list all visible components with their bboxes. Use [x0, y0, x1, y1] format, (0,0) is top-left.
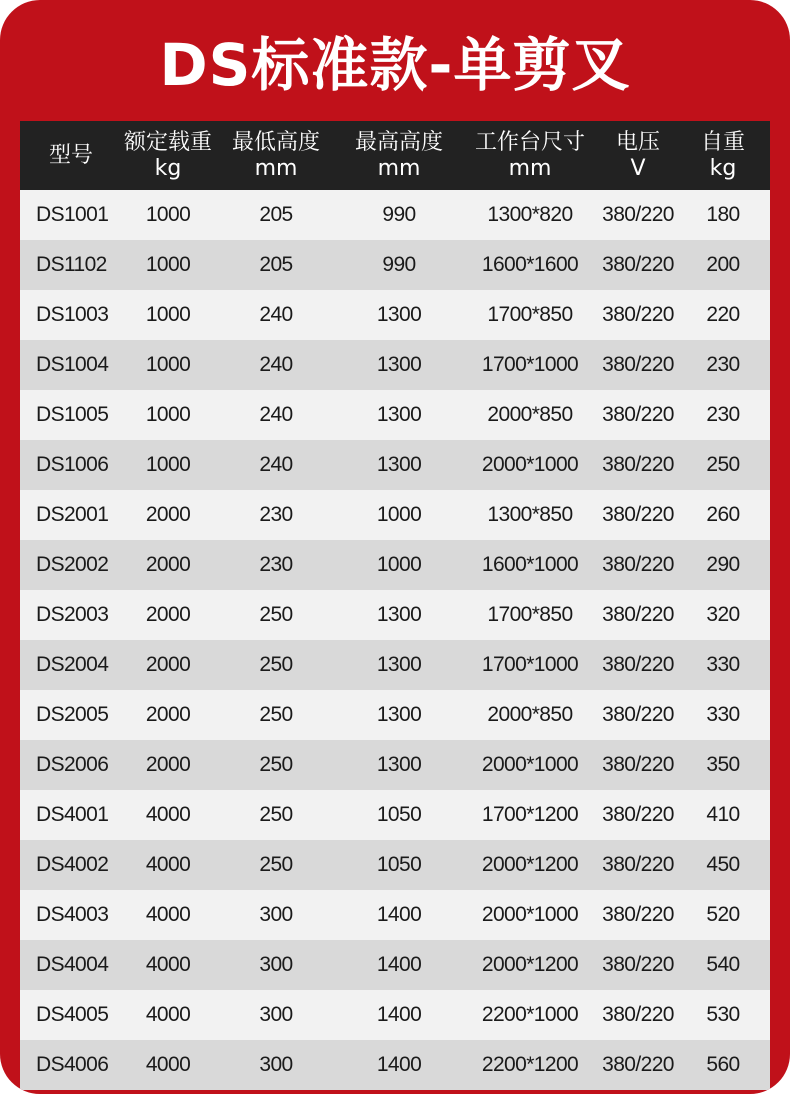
header-rated-load [122, 130, 214, 182]
cell-model: DS2005 [36, 703, 109, 726]
cell-max-height: 1300 [376, 453, 422, 476]
table-row [20, 990, 770, 1040]
cell-max-height: 1400 [376, 903, 422, 926]
table-row [20, 590, 770, 640]
cell-model: DS4006 [36, 1053, 109, 1076]
cell-platform-size: 1700*1000 [481, 653, 579, 676]
cell-max-height: 1050 [376, 803, 422, 826]
cell-rated-load: 2000 [145, 703, 191, 726]
cell-self-weight: 530 [706, 1003, 740, 1026]
cell-platform-size: 2000*1200 [481, 953, 579, 976]
cell-platform-size: 1700*1200 [481, 803, 579, 826]
cell-model: DS1003 [36, 303, 109, 326]
cell-self-weight: 330 [706, 703, 740, 726]
cell-rated-load: 4000 [145, 903, 191, 926]
header-unit: kg [709, 155, 737, 181]
cell-platform-size: 2000*1000 [481, 453, 579, 476]
cell-self-weight: 200 [706, 253, 740, 276]
page-title: DS标准款-单剪叉 [159, 31, 631, 99]
cell-self-weight: 260 [706, 503, 740, 526]
header-label: 工作台尺寸 [474, 129, 585, 155]
cell-voltage: 380/220 [602, 853, 674, 876]
cell-max-height: 990 [382, 203, 416, 226]
cell-platform-size: 2200*1000 [481, 1003, 579, 1026]
cell-voltage: 380/220 [602, 253, 674, 276]
table-header [20, 121, 770, 190]
cell-model: DS4001 [36, 803, 109, 826]
cell-voltage: 380/220 [602, 603, 674, 626]
cell-rated-load: 2000 [145, 653, 191, 676]
table-row [20, 290, 770, 340]
cell-rated-load: 2000 [145, 553, 191, 576]
cell-rated-load: 1000 [145, 203, 191, 226]
cell-min-height: 240 [259, 303, 293, 326]
cell-platform-size: 1300*850 [487, 503, 573, 526]
cell-min-height: 230 [259, 553, 293, 576]
cell-platform-size: 2000*850 [487, 403, 573, 426]
cell-platform-size: 1600*1600 [481, 253, 579, 276]
cell-min-height: 205 [259, 203, 293, 226]
cell-voltage: 380/220 [602, 1003, 674, 1026]
cell-model: DS2002 [36, 553, 109, 576]
header-label: 最低高度 [231, 129, 320, 155]
cell-max-height: 1300 [376, 403, 422, 426]
cell-self-weight: 220 [706, 303, 740, 326]
header-unit: mm [377, 155, 421, 181]
cell-model: DS4005 [36, 1003, 109, 1026]
table-row [20, 490, 770, 540]
cell-rated-load: 2000 [145, 753, 191, 776]
cell-model: DS2003 [36, 603, 109, 626]
header-platform-size [460, 130, 600, 182]
cell-platform-size: 1600*1000 [481, 553, 579, 576]
cell-platform-size: 1700*1000 [481, 353, 579, 376]
table-row [20, 390, 770, 440]
cell-max-height: 1000 [376, 503, 422, 526]
cell-voltage: 380/220 [602, 653, 674, 676]
table-row [20, 240, 770, 290]
cell-max-height: 1400 [376, 1053, 422, 1076]
table-row [20, 690, 770, 740]
table-row [20, 640, 770, 690]
cell-platform-size: 1300*820 [487, 203, 573, 226]
table-row [20, 840, 770, 890]
cell-self-weight: 230 [706, 353, 740, 376]
cell-self-weight: 410 [706, 803, 740, 826]
header-label: 最高高度 [354, 129, 443, 155]
header-unit: kg [154, 155, 182, 181]
table-row [20, 740, 770, 790]
header-voltage [600, 130, 676, 182]
cell-self-weight: 450 [706, 853, 740, 876]
cell-min-height: 300 [259, 1003, 293, 1026]
cell-self-weight: 290 [706, 553, 740, 576]
cell-max-height: 990 [382, 253, 416, 276]
cell-voltage: 380/220 [602, 353, 674, 376]
cell-min-height: 240 [259, 453, 293, 476]
header-label: 型号 [48, 142, 93, 168]
cell-min-height: 250 [259, 853, 293, 876]
cell-voltage: 380/220 [602, 453, 674, 476]
header-model [20, 143, 122, 169]
table-row [20, 440, 770, 490]
cell-voltage: 380/220 [602, 403, 674, 426]
cell-platform-size: 2000*850 [487, 703, 573, 726]
cell-rated-load: 4000 [145, 953, 191, 976]
cell-max-height: 1000 [376, 553, 422, 576]
cell-rated-load: 1000 [145, 353, 191, 376]
cell-platform-size: 1700*850 [487, 303, 573, 326]
cell-self-weight: 250 [706, 453, 740, 476]
cell-self-weight: 520 [706, 903, 740, 926]
cell-platform-size: 2000*1000 [481, 753, 579, 776]
header-label: 电压 [615, 129, 660, 155]
cell-rated-load: 1000 [145, 453, 191, 476]
header-max-height [338, 130, 460, 182]
cell-max-height: 1300 [376, 603, 422, 626]
cell-max-height: 1300 [376, 653, 422, 676]
cell-rated-load: 4000 [145, 1003, 191, 1026]
cell-max-height: 1300 [376, 753, 422, 776]
table-row [20, 340, 770, 390]
spec-table [20, 121, 770, 1088]
cell-rated-load: 4000 [145, 803, 191, 826]
table-row [20, 790, 770, 840]
cell-rated-load: 1000 [145, 253, 191, 276]
cell-max-height: 1300 [376, 303, 422, 326]
table-row [20, 190, 770, 240]
cell-voltage: 380/220 [602, 303, 674, 326]
cell-rated-load: 2000 [145, 603, 191, 626]
header-unit: V [630, 155, 646, 181]
cell-self-weight: 560 [706, 1053, 740, 1076]
cell-model: DS1102 [36, 253, 107, 276]
cell-rated-load: 1000 [145, 303, 191, 326]
table-body [20, 190, 770, 1090]
cell-self-weight: 540 [706, 953, 740, 976]
cell-min-height: 240 [259, 353, 293, 376]
cell-model: DS4002 [36, 853, 109, 876]
table-row [20, 1040, 770, 1090]
cell-min-height: 300 [259, 953, 293, 976]
cell-voltage: 380/220 [602, 753, 674, 776]
cell-voltage: 380/220 [602, 903, 674, 926]
cell-self-weight: 230 [706, 403, 740, 426]
cell-rated-load: 1000 [145, 403, 191, 426]
cell-platform-size: 1700*850 [487, 603, 573, 626]
header-label: 自重 [700, 129, 745, 155]
cell-max-height: 1300 [376, 353, 422, 376]
cell-voltage: 380/220 [602, 503, 674, 526]
cell-rated-load: 4000 [145, 853, 191, 876]
cell-self-weight: 350 [706, 753, 740, 776]
header-label: 额定载重 [123, 129, 212, 155]
header-min-height [214, 130, 338, 182]
cell-model: DS2004 [36, 653, 109, 676]
cell-model: DS1001 [36, 203, 109, 226]
cell-voltage: 380/220 [602, 1053, 674, 1076]
cell-model: DS1004 [36, 353, 109, 376]
cell-model: DS4004 [36, 953, 109, 976]
header-self-weight [676, 130, 770, 182]
cell-model: DS2006 [36, 753, 109, 776]
cell-min-height: 250 [259, 653, 293, 676]
header-unit: mm [508, 155, 552, 181]
cell-min-height: 300 [259, 1053, 293, 1076]
cell-voltage: 380/220 [602, 803, 674, 826]
cell-rated-load: 4000 [145, 1053, 191, 1076]
cell-min-height: 300 [259, 903, 293, 926]
cell-min-height: 250 [259, 603, 293, 626]
cell-min-height: 250 [259, 753, 293, 776]
cell-model: DS1005 [36, 403, 109, 426]
cell-voltage: 380/220 [602, 953, 674, 976]
table-row [20, 940, 770, 990]
cell-voltage: 380/220 [602, 553, 674, 576]
cell-voltage: 380/220 [602, 703, 674, 726]
cell-min-height: 250 [259, 703, 293, 726]
cell-max-height: 1050 [376, 853, 422, 876]
cell-model: DS1006 [36, 453, 109, 476]
cell-platform-size: 2000*1200 [481, 853, 579, 876]
cell-self-weight: 180 [706, 203, 740, 226]
cell-min-height: 240 [259, 403, 293, 426]
cell-rated-load: 2000 [145, 503, 191, 526]
table-row [20, 540, 770, 590]
cell-model: DS2001 [36, 503, 109, 526]
cell-voltage: 380/220 [602, 203, 674, 226]
cell-min-height: 230 [259, 503, 293, 526]
cell-min-height: 205 [259, 253, 293, 276]
cell-max-height: 1400 [376, 1003, 422, 1026]
cell-platform-size: 2200*1200 [481, 1053, 579, 1076]
cell-self-weight: 330 [706, 653, 740, 676]
cell-self-weight: 320 [706, 603, 740, 626]
table-row [20, 890, 770, 940]
cell-max-height: 1400 [376, 953, 422, 976]
cell-platform-size: 2000*1000 [481, 903, 579, 926]
cell-min-height: 250 [259, 803, 293, 826]
header-unit: mm [254, 155, 298, 181]
cell-model: DS4003 [36, 903, 109, 926]
cell-max-height: 1300 [376, 703, 422, 726]
